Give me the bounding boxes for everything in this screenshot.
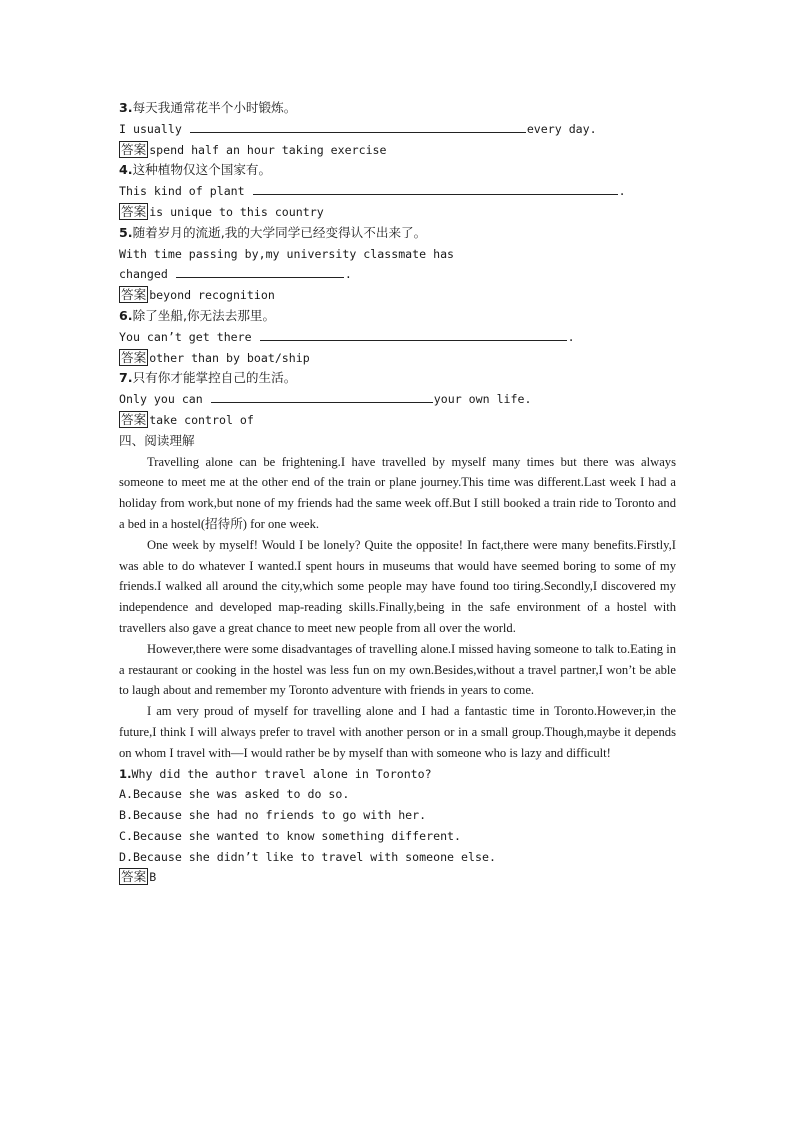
question-number: 1.: [119, 766, 132, 781]
sentence-start: Only you can: [119, 392, 210, 407]
option-d[interactable]: D.Because she didn’t like to travel with someone else.: [119, 849, 496, 864]
answer-label: 答案: [121, 203, 147, 219]
sentence-end: your own life.: [433, 392, 532, 407]
item-6-answer: [119, 348, 676, 369]
item-chinese: 每天我通常花半个小时锻炼。: [132, 100, 297, 115]
sentence-end: .: [618, 184, 626, 199]
answer-text: is unique to this country: [149, 204, 324, 219]
sentence-start: With time passing by,my university classmate has: [119, 246, 455, 261]
answer-blank[interactable]: [190, 119, 526, 133]
item-7-sentence: [119, 389, 676, 410]
question-text: Why did the author travel alone in Toronto?: [131, 766, 432, 781]
option-b[interactable]: B.Because she had no friends to go with her.: [119, 808, 427, 823]
answer-text: other than by boat/ship: [149, 350, 310, 365]
sentence-end: .: [567, 329, 575, 344]
answer-label: 答案: [121, 349, 147, 365]
item-6-sentence: [119, 327, 676, 348]
item-4-prompt: [119, 160, 676, 181]
question-stem: [119, 764, 676, 785]
sentence-start: This kind of plant: [119, 184, 252, 199]
item-number: 3.: [119, 100, 133, 115]
reading-paragraph: Travelling alone can be frightening.I have travelled by myself many times but there was always someone to meet me at the other end of the train or plane journey.This time was different.Last week I had a holiday from work,but none of my friends had the same week off.But I still booked a train ride to Toronto and a bed in a hostel(招待所) for one week.: [119, 454, 676, 531]
item-5-prompt: [119, 223, 676, 244]
answer-label: 答案: [121, 411, 147, 427]
item-number: 5.: [119, 224, 133, 240]
answer-text: spend half an hour taking exercise: [149, 142, 387, 157]
reading-paragraph: I am very proud of myself for travelling alone and I had a fantastic time in Toronto.However,in the future,I think I will always prefer to travel with another person or in a small group.Though,maybe it depends on whom I travel with—I would rather be by myself than with someone who is lazy and difficult!: [119, 704, 676, 760]
item-chinese: 随着岁月的流逝,我的大学同学已经变得认不出来了。: [132, 224, 427, 240]
sentence-end: .: [344, 267, 352, 282]
option-c[interactable]: C.Because she wanted to know something different.: [119, 828, 462, 843]
item-chinese: 除了坐船,你无法去那里。: [132, 307, 276, 323]
item-3-answer: [119, 140, 676, 161]
item-3-prompt: [119, 98, 676, 119]
question-answer: [119, 867, 676, 888]
sentence-continued: changed: [119, 267, 175, 282]
answer-text: beyond recognition: [149, 288, 275, 303]
answer-blank[interactable]: [260, 327, 567, 341]
item-chinese: 只有你才能掌控自己的生活。: [132, 370, 297, 386]
answer-blank[interactable]: [211, 389, 433, 403]
item-5-sentence-line2: [119, 264, 676, 285]
answer-label: 答案: [121, 869, 147, 885]
item-4-answer: [119, 202, 676, 223]
item-5-answer: [119, 285, 676, 306]
item-number: 7.: [119, 370, 133, 386]
sentence-start: I usually: [119, 121, 189, 136]
worksheet-page: [119, 98, 676, 888]
answer-blank[interactable]: [253, 181, 618, 195]
item-7-answer: [119, 410, 676, 431]
sentence-end: every day.: [526, 121, 597, 136]
item-3-sentence: [119, 119, 676, 140]
item-6-prompt: [119, 306, 676, 327]
item-4-sentence: [119, 181, 676, 202]
item-number: 6.: [119, 307, 133, 323]
answer-text: B: [149, 870, 157, 885]
option-a[interactable]: A.Because she was asked to do so.: [119, 787, 350, 802]
sentence-start: You can’t get there: [119, 329, 259, 344]
reading-paragraph: However,there were some disadvantages of travelling alone.I missed having someone to talk to.Eating in a restaurant or cooking in the hostel was less fun on my own.Besides,without a travel partner,I won’t be able to laugh about and remember my Toronto adventure with friends in years to come.: [119, 641, 676, 698]
answer-blank[interactable]: [176, 264, 344, 278]
answer-text: take control of: [149, 412, 254, 427]
answer-label: 答案: [121, 141, 147, 157]
item-number: 4.: [119, 162, 133, 178]
item-chinese: 这种植物仅这个国家有。: [132, 162, 272, 178]
item-7-prompt: [119, 368, 676, 389]
reading-paragraph: One week by myself! Would I be lonely? Quite the opposite! In fact,there were many benefits.Firstly,I was able to do whatever I wanted.I spent hours in museums that would have seemed boring to some of my friends.I walked all around the city,which some people may have found too tiring.Secondly,I discovered my independence and developed map-reading skills.Finally,being in the safe environment of a hostel with travellers also gave a great chance to meet new people from all over the world.: [119, 537, 676, 635]
item-5-sentence-line1: [119, 244, 676, 265]
answer-label: 答案: [121, 287, 147, 303]
section-title: 四、阅读理解: [119, 432, 195, 448]
